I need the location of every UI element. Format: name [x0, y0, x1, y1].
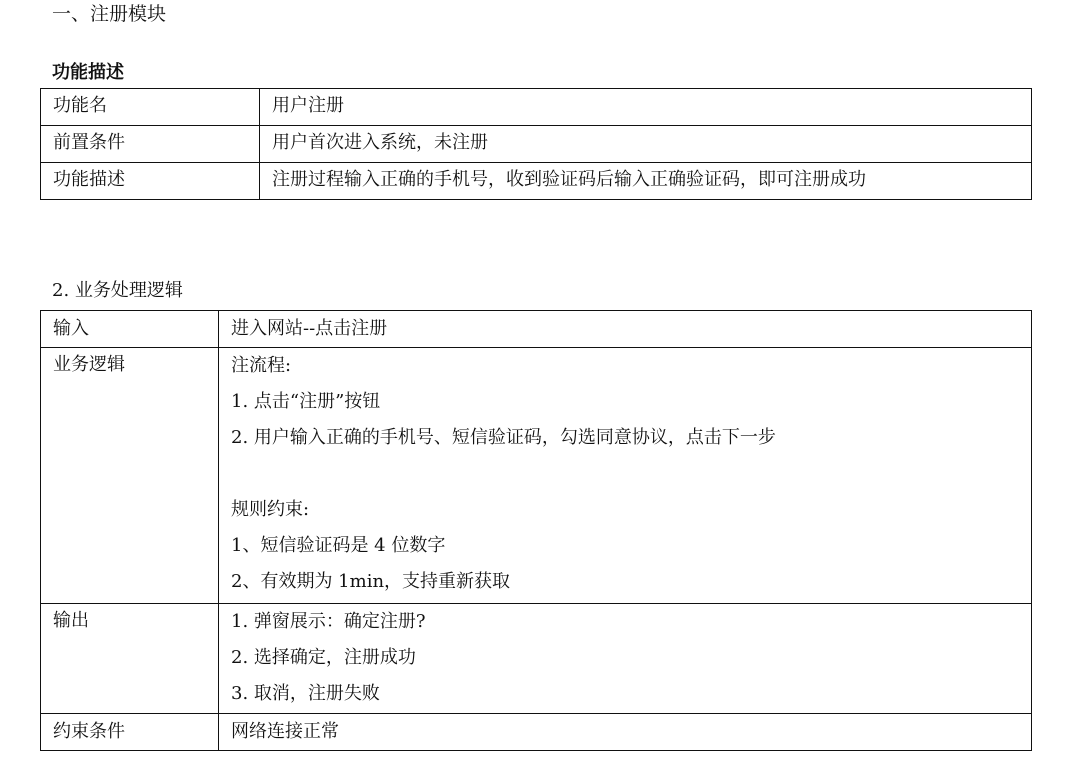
row-key: 输入 [41, 311, 219, 348]
rules-title: 规则约束: [231, 499, 310, 520]
table-row-logic [41, 348, 1032, 604]
row-value [219, 348, 1032, 604]
function-description-table [40, 88, 1032, 200]
flow-title: 注流程: [231, 355, 292, 376]
table-row-input [41, 311, 1032, 348]
table-row [41, 163, 1032, 200]
row-value: 注册过程输入正确的手机号，收到验证码后输入正确验证码，即可注册成功 [260, 163, 1032, 200]
row-value: 用户注册 [260, 89, 1032, 126]
table-row-constraint [41, 714, 1032, 751]
output-item: 1. 弹窗展示：确定注册? [231, 611, 426, 632]
row-key: 前置条件 [41, 126, 260, 163]
row-key: 业务逻辑 [41, 348, 219, 604]
flow-step: 2. 用户输入正确的手机号、短信验证码，勾选同意协议，点击下一步 [231, 427, 776, 448]
row-value: 用户首次进入系统，未注册 [260, 126, 1032, 163]
function-description-caption: 功能描述 [52, 62, 124, 83]
table-row [41, 89, 1032, 126]
business-logic-heading: 2. 业务处理逻辑 [52, 280, 183, 301]
row-value [219, 604, 1032, 714]
row-key: 功能描述 [41, 163, 260, 200]
row-value: 进入网站--点击注册 [219, 311, 1032, 348]
row-key: 功能名 [41, 89, 260, 126]
flow-step: 1. 点击“注册”按钮 [231, 391, 381, 412]
rule-item: 1、短信验证码是 4 位数字 [231, 535, 446, 556]
row-value: 网络连接正常 [219, 714, 1032, 751]
row-key: 输出 [41, 604, 219, 714]
output-item: 2. 选择确定，注册成功 [231, 647, 416, 668]
business-logic-table [40, 310, 1032, 751]
row-key: 约束条件 [41, 714, 219, 751]
rule-item: 2、有效期为 1min，支持重新获取 [231, 571, 511, 592]
table-row [41, 126, 1032, 163]
table-row-output [41, 604, 1032, 714]
section-heading: 一、注册模块 [52, 3, 167, 25]
output-item: 3. 取消，注册失败 [231, 683, 380, 704]
spacer [231, 456, 1031, 492]
